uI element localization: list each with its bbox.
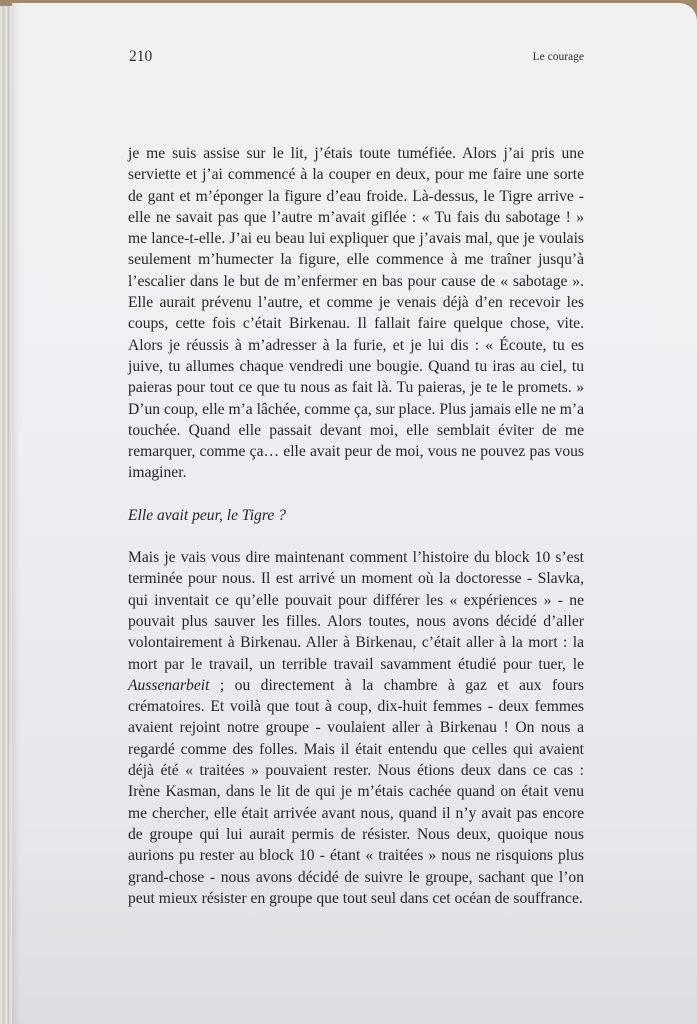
paragraph-2-part-1: Mais je vais vous dire maintenant comment l’histoire du block 10 s’est terminée pour nous. Il est arrivé un moment où la doctoresse - Slavka, qui inventait ce qu’elle pouvait pour différer les « expériences » - ne pouvait plus sauver les filles. Alors toutes, nous avons décidé d’aller volontairement à Birkenau. Aller à Birkenau, c’était aller à la mort : la mort par le travail, un terrible travail savamment étudié pour tuer, le [128, 549, 584, 673]
chapter-title: Le courage [532, 51, 584, 63]
paragraph-2-part-2: ; ou directement à la chambre à gaz et aux fours crématoires. Et voilà que tout à coup, dix-huit femmes - deux femmes avaient rejoint notre groupe - voulaient aller à Birkenau ! On nous a regardé comme des folles. Mais il était entendu que celles qui avaient déjà été « traitées » pouvaient rester. Nous étions deux dans ce cas : Irène Kasman, dans le lit de qui je m’étais cachée quand on était venu me chercher, elle était arrivée avant nous, quand il n’y avait pas encore de groupe qui lui aurait permis de résister. Nous deux, quoique nous aurions pu rester au block 10 - étant « traitées » nous ne risquions plus grand-chose - nous avons décidé de suivre le groupe, sachant que l’on peut mieux résister en groupe que tout seul dans cet océan de souffrance. [128, 676, 584, 907]
paragraph-2 [128, 547, 584, 909]
interviewer-question: Elle avait peur, le Tigre ? [128, 506, 286, 524]
body-text [128, 143, 584, 909]
italic-term: Aussenarbeit [128, 676, 210, 694]
paragraph-1: je me suis assise sur le lit, j’étais toute tuméfiée. Alors j’ai pris une serviette et j’ai commencé à la couper en deux, pour me faire une sorte de gant et m’éponger la figure d’eau froide. Là-dessus, le Tigre arrive - elle ne savait pas que l’autre m’avait giflée : « Tu fais du sabotage ! » me lance-t-elle. J’ai eu beau lui expliquer que j’avais mal, que je voulais seulement m’humecter la figure, elle commence à me traîner jusqu’à l’escalier dans le but de m’enfermer en bas pour cause de « sabotage ». Elle aurait prévenu l’autre, et comme je venais déjà d’en recevoir les coups, cette fois c’était Birkenau. Il fallait faire quelque chose, vite. Alors je réussis à m’adresser à la furie, et je lui dis : « Écoute, tu es juive, tu allumes chaque vendredi une bougie. Quand tu iras au ciel, tu paieras pour tout ce que tu nous as fait là. Tu paieras, je te le promets. » D’un coup, elle m’a lâchée, comme ça, sur place. Plus jamais elle ne m’a touchée. Quand elle passait devant moi, elle semblait éviter de me remarquer, comme ça… elle avait peur de moi, vous ne pouvez pas vous imaginer. [128, 145, 584, 482]
running-header [129, 48, 584, 68]
page-number: 210 [129, 48, 153, 65]
